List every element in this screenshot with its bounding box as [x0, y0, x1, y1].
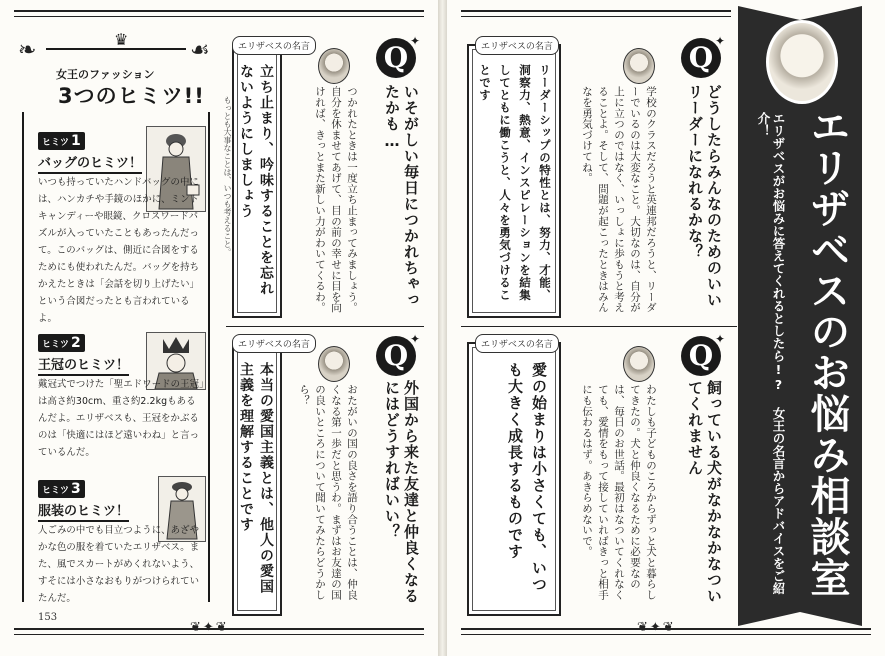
- q-friend-portrait: [318, 346, 350, 382]
- crown-icon: ♛: [114, 30, 129, 49]
- secret-1-heading: バッグのヒミツ！: [38, 152, 142, 174]
- q-busy-answer: つかれたときは一度立ち止まってみましょう。自分を休ませてあげて、目の前の幸せに目を向ければ、きっとまた新しい力がわいてくるわ。: [314, 86, 358, 313]
- q-dog-quote-card: [467, 342, 561, 616]
- q-friend-answer: おたがいの国の良さを語り合うことは、仲良くなる第一歩だと思うわ。まずはお友達の国の良いところについて聞いてみたらどうかしら？: [298, 384, 358, 600]
- q-leader-quote-card: [467, 44, 561, 318]
- right-page-divider: [461, 326, 737, 327]
- q-busy-portrait: [318, 48, 350, 84]
- q-busy-sparkle-icon: ✦: [410, 34, 421, 48]
- q-friend-mark: Q: [376, 336, 416, 376]
- bottom-ornament: ❦✦❦: [190, 620, 229, 635]
- q-busy-quote-card: [232, 42, 310, 318]
- q-leader-quote: リーダーシップの特性とは、努力、才能、洞察力、熱意、インスピレーションを結集してともに働こうと、人々を勇気づけることです: [478, 64, 552, 302]
- banner-subtitle: エリザベスがお悩みに答えてくれるとしたら!? 女王の名言からアドバイスをご紹介！: [756, 112, 786, 595]
- secret-1-body: いつも持っていたハンドバッグの中には、ハンカチや手鏡のほかに、ミントキャンディーや眼鏡、クロスワードパズルが入っていたこともあったんだって。このバッグは、側近に合図をするためにも使われたんだ。バッグを持ちかえたときは「会話を切り上げたい」という合図だったとも言われているよ。: [38, 177, 200, 324]
- secret-1-tag: ヒミツ 1: [38, 132, 85, 150]
- q-friend-quote-label: エリザベスの名言: [232, 334, 316, 353]
- q-dog-portrait: [623, 346, 655, 382]
- secrets-subtitle: 女王のファッション: [56, 68, 155, 81]
- q-leader-title: どうしたらみんなのためのいいリーダーになれるかな？: [686, 84, 723, 308]
- q-friend-sparkle-icon: ✦: [410, 332, 421, 346]
- corner-flourish-left: ❧: [18, 38, 39, 63]
- q-busy-title: いそがしい毎日につかれちゃったかも…: [383, 84, 420, 308]
- q-leader-quote-label: エリザベスの名言: [475, 36, 559, 55]
- q-dog-title: 飼っている犬がなかなかなついてくれません: [686, 380, 723, 604]
- bottom-ornament-right: ❦✦❦: [637, 620, 676, 635]
- left-page-divider: [226, 326, 424, 327]
- banner-notch-bottom: [738, 612, 862, 626]
- secret-3-body: 人ごみの中でも目立つように、あざやかな色の服を着ていたエリザベス。また、風でスカートがめくれないよう、すそには小さなおもりがつけられていたんだ。: [38, 525, 200, 604]
- q-busy-quote-label: エリザベスの名言: [232, 36, 316, 55]
- top-frame-right: [461, 10, 731, 17]
- page-number-left: 153: [38, 612, 58, 623]
- secret-2-heading: 王冠のヒミツ！: [38, 354, 129, 376]
- q-leader-sparkle-icon: ✦: [715, 34, 726, 48]
- q-friend-quote-card: [232, 340, 310, 616]
- secrets-title: 3つのヒミツ!!: [58, 84, 205, 108]
- left-page: [0, 0, 438, 656]
- title-banner: [738, 6, 862, 626]
- q-dog-answer: わたしも子どものころからずっと犬と暮らしてきたの。犬と仲良くなるために必要なのは、毎日のお世話。最初はなついてくれなくても、愛情をもって接していればきっと相手にも伝わるはず。あきらめないで。: [581, 384, 657, 600]
- secret-3-tag: ヒミツ 3: [38, 480, 85, 498]
- banner-queen-portrait: [766, 20, 838, 104]
- top-frame: [14, 10, 424, 17]
- q-friend-quote: 本当の愛国主義とは、他人の愛国主義を理解することです: [238, 362, 274, 595]
- secret-3-heading: 服装のヒミツ！: [38, 500, 129, 522]
- box-left-rule: [22, 112, 24, 602]
- q-busy-quote: 立ち止まり、吟味することを忘れないようにしましょう: [238, 64, 274, 297]
- q-dog-quote-label: エリザベスの名言: [475, 334, 559, 353]
- q-leader-portrait: [623, 48, 655, 84]
- banner-title: エリザベスのお悩み相談室: [804, 106, 850, 598]
- fashion-secrets-box: [18, 30, 214, 606]
- banner-notch-top: [738, 6, 862, 20]
- secret-2-tag: ヒミツ 2: [38, 334, 85, 352]
- q-leader-answer: 学校のクラスだろうと英連邦だろうと、リーダーでいるのは大変なこと。大切なのは、自分が上に立つのではなく、いっしょに歩もうと考えることよ。そして、問題が起こったときはみんなを勇気づけてね。: [581, 86, 657, 313]
- q-dog-sparkle-icon: ✦: [715, 332, 726, 346]
- q-busy-quote-note: もっとも大事なことは、いつも考えること。: [223, 96, 232, 256]
- box-right-rule: [208, 112, 210, 602]
- secret-2-body: 戴冠式でつけた「聖エドワードの王冠」は高さ約30cm、重さ約2.2kgもあるんだよ。エリザベスも、王冠をかぶるのは「快適にはほど遠いわね」と言っているんだ。: [38, 379, 204, 458]
- corner-flourish-right: ☙: [190, 38, 212, 63]
- q-dog-mark: Q: [681, 336, 721, 376]
- book-gutter: [438, 0, 447, 656]
- q-leader-mark: Q: [681, 38, 721, 78]
- q-dog-quote: 愛の始まりは小さくても、いつも大きく成長するものです: [506, 362, 548, 593]
- q-friend-title: 外国から来た友達と仲良くなるにはどうすればいい？: [383, 380, 420, 604]
- q-busy-mark: Q: [376, 38, 416, 78]
